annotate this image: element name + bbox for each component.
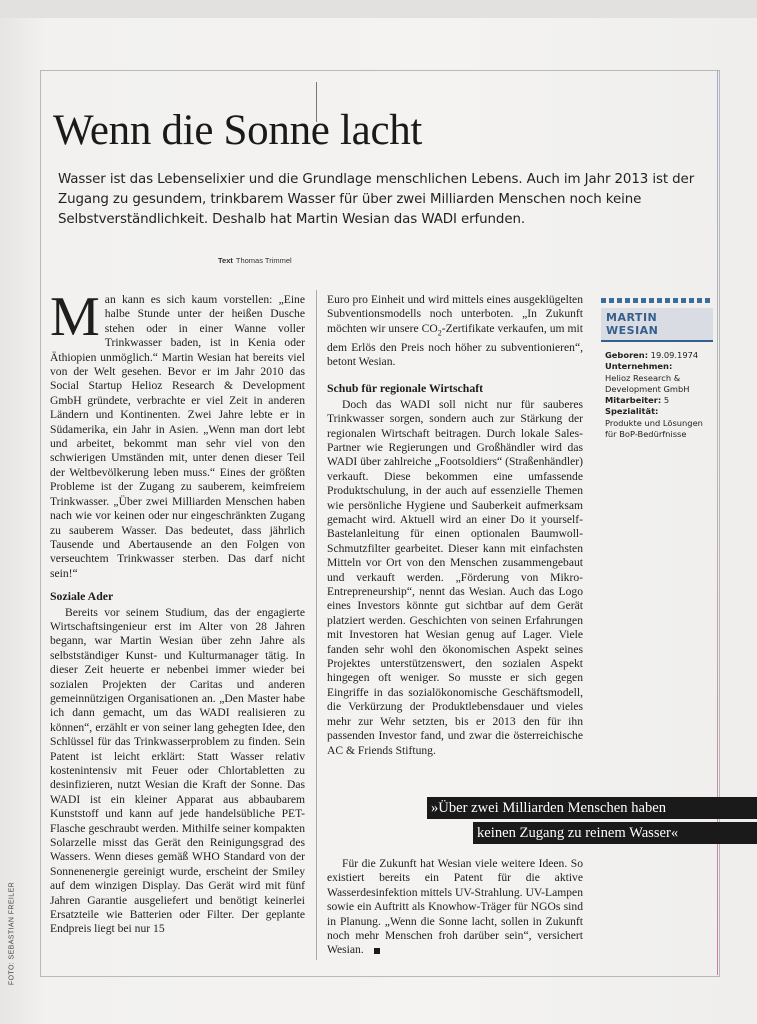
paragraph-soziale: Bereits vor seinem Studium, das der engagierte Wirtschaftsingenieur erst im Alter von 28 Jahren begann, war Martin Wesian über zehn Jahre als selbstständiger Kunst- und Kulturmanager tätig. In dieser Zeit heuerte er nebenbei immer wieder bei sozialen Projekten der Caritas und anderen gemeinnützigen Organisationen an. „Den Master habe ich dann gemacht, um das WADI realisieren zu können“, erzählt er von seiner lang gehegten Idee, den Schlüssel für das Trinkwasserproblem zu finden. Sein Patent ist leicht erklärt: Statt Wasser relativ kostenintensiv mit Feuer oder Chlortabletten zu desinfizieren, nutzt Wesian die Kraft der Sonne. Das WADI ist ein kleiner Apparat aus abbaubarem Kunststoff und kann auf jede handelsübliche PET-Flasche geschraubt werden. Mithilfe seiner kompakten Solarzelle misst das Gerät den Reinigungsgrad des Wassers. Wenn dieses gemäß WHO Standard von der Sonnenenergie gereinigt wurde, erscheint der Smiley auf dem winzigen Display. Das Gerät wird mit fünf Jahren Garantie ausgeliefert und benötigt keinerlei Ersatzteile wie Batterien oder Filter. Der geplante Endpreis liegt bei nur 15 [50, 605, 305, 936]
paragraph-zukunft [327, 857, 583, 958]
profile-staff-value: 5 [663, 395, 670, 406]
byline [218, 256, 292, 265]
article-title: Wenn die Sonne lacht [53, 107, 423, 154]
subheading-schub: Schub für regionale Wirtschaft [327, 381, 484, 396]
co2-subscript: 2 [437, 328, 442, 338]
pull-quote [427, 797, 757, 847]
column-2 [327, 293, 583, 758]
top-band [0, 0, 757, 18]
profile-box [601, 298, 713, 440]
profile-staff-label: Mitarbeiter: [605, 395, 662, 406]
paragraph-intro-text: an kann es sich kaum vorstellen: „Eine halbe Stunde unter der heißen Dusche stehen oder in einer Wanne voller Trinkwasser baden, ist in Kenia oder Äthiopien unmöglich.“ Martin Wesian hat bereits viel von der Welt gesehen. Bevor er im Jahr 2010 das Social Startup Helioz Research & Development GmbH gründete, verbrachte er viel Zeit in anderen Ländern und Kontinenten. Zwei Jahre lebte er in Südamerika, ein Jahr in Asien. „Wenn man dort lebt und arbeitet, bekommt man sehr viel von den schwierigen Umständen mit, unter denen dieser Teil der Weltbevölkerung leben muss.“ Eines der größten Probleme ist der Zugang zu sauberem, keimfreiem Trinkwasser. „Über zwei Milliarden Menschen haben nach wie vor keinen oder nur eingeschränkten Zugang zu sauberem Wasser. Das bedeutet, dass jährlich Tausende und Abertausende an den Folgen von verseuchtem Trinkwasser sterben. Das darf nicht sein!“ [50, 293, 305, 580]
byline-label: Text [218, 256, 233, 265]
paragraph-intro [50, 286, 305, 581]
profile-company-value: Helioz Research & Development GmbH [605, 372, 690, 394]
profile-staff [605, 395, 713, 406]
byline-author: Thomas Trimmel [235, 256, 292, 265]
photo-credit-text: FOTO: SEBASTIAN FREILER [8, 881, 16, 986]
paragraph-subvention [327, 293, 583, 369]
article-lead: Wasser ist das Lebenselixier und die Grundlage menschlichen Lebens. Auch im Jahr 2013 ist der Zugang zu gesundem, trinkbarem Wasser für über zwei Milliarden Menschen noch keine Selbstverständlichkeit. Deshalb hat Martin Wesian das WADI erfunden. [58, 172, 695, 227]
paragraph-subvention-b: -Zertifikate verkaufen, um mit dem Erlös den Preis noch höher zu subventionieren“, betont Wesian. [327, 321, 583, 368]
profile-company [605, 361, 713, 395]
profile-name: MARTIN WESIAN [601, 308, 713, 342]
profile-born-value: 19.09.1974 [650, 350, 699, 360]
column-2-bottom [327, 857, 583, 958]
paragraph-zukunft-text: Für die Zukunft hat Wesian viele weitere Ideen. So existiert bereits ein Patent für die aktive Wasserdesinfektion mittels UV-Strahlung. UV-Lampen sowie ein Auftritt als Knowhow-Träger für NGOs sind in Planung. „Wenn die Sonne lacht, sollen in Zukunft noch mehr Menschen froh darüber sein“, versichert Wesian. [327, 857, 583, 957]
end-mark-icon [374, 948, 380, 954]
paragraph-wirtschaft: Doch das WADI soll nicht nur für sauberes Trinkwasser sorgen, sondern auch zur Stärkung der regionalen Wirtschaft beitragen. Durch lokale Sales-Partner wie Regierungen und Großhändler wird das WADI über zahlreiche „Footsoldiers“ (Straßenhändler) verkauft. Diese bekommen eine umfassende Produktschulung, in der auch auf essenzielle Themen wie persönliche Hygiene und Sauberkeit aufmerksam gemacht wird. Aktuell wird an einer Do it yourself-Bastelanleitung für einen optionalen Baumwoll-Schmutzfilter gearbeitet. Dieser kann mit einfachsten Mitteln vor Ort von den Menschen zusammengebaut und verkauft werden. „Förderung von Mikro-Entrepreneurship“, nennt das Wesian. Auch das Logo eines Investors könnte gut sichtbar auf dem Gerät platziert werden. Geschichten von seinen Erfahrungen mit Investoren hat Wesian genug auf Lager. Viele fanden sehr wohl den ökonomischen Aspekt seines Projektes unterstützenswert, den sozialen Aspekt hingegen oft weniger. So musste er sich gegen Eingriffe in das sozialökonomische Geschäftsmodell, die Verkürzung der Produktlebensdauer und vieles mehr zur Wehr setzten, bis er 2013 den für ihn passenden Investor fand, und zwar die österreichische AC & Friends Stiftung. [327, 397, 583, 757]
photo-credit [6, 870, 18, 1010]
drop-cap: M [50, 286, 100, 348]
subheading-soziale-ader: Soziale Ader [50, 589, 114, 604]
paragraph-subvention-a: Euro pro Einheit und wird mittels eines ausgeklügelten Subventionsmodells noch unterboten. „In Zukunft möchten wir unsere CO [327, 293, 583, 335]
profile-company-label: Unternehmen: [605, 361, 673, 372]
profile-details [601, 350, 713, 440]
column-1 [50, 286, 305, 937]
pull-quote-line-1: »Über zwei Milliarden Menschen haben [427, 797, 757, 819]
column-divider [316, 290, 317, 960]
profile-special-value: Produkte und Lösungen für BoP-Bedürfnisse [605, 417, 703, 440]
profile-special [605, 406, 713, 440]
profile-born [605, 350, 713, 361]
pull-quote-line-2: keinen Zugang zu reinem Wasser« [473, 822, 757, 844]
profile-special-label: Spezialität: [605, 406, 659, 417]
dots-ornament-icon [601, 298, 713, 303]
profile-born-label: Geboren: [605, 350, 649, 360]
